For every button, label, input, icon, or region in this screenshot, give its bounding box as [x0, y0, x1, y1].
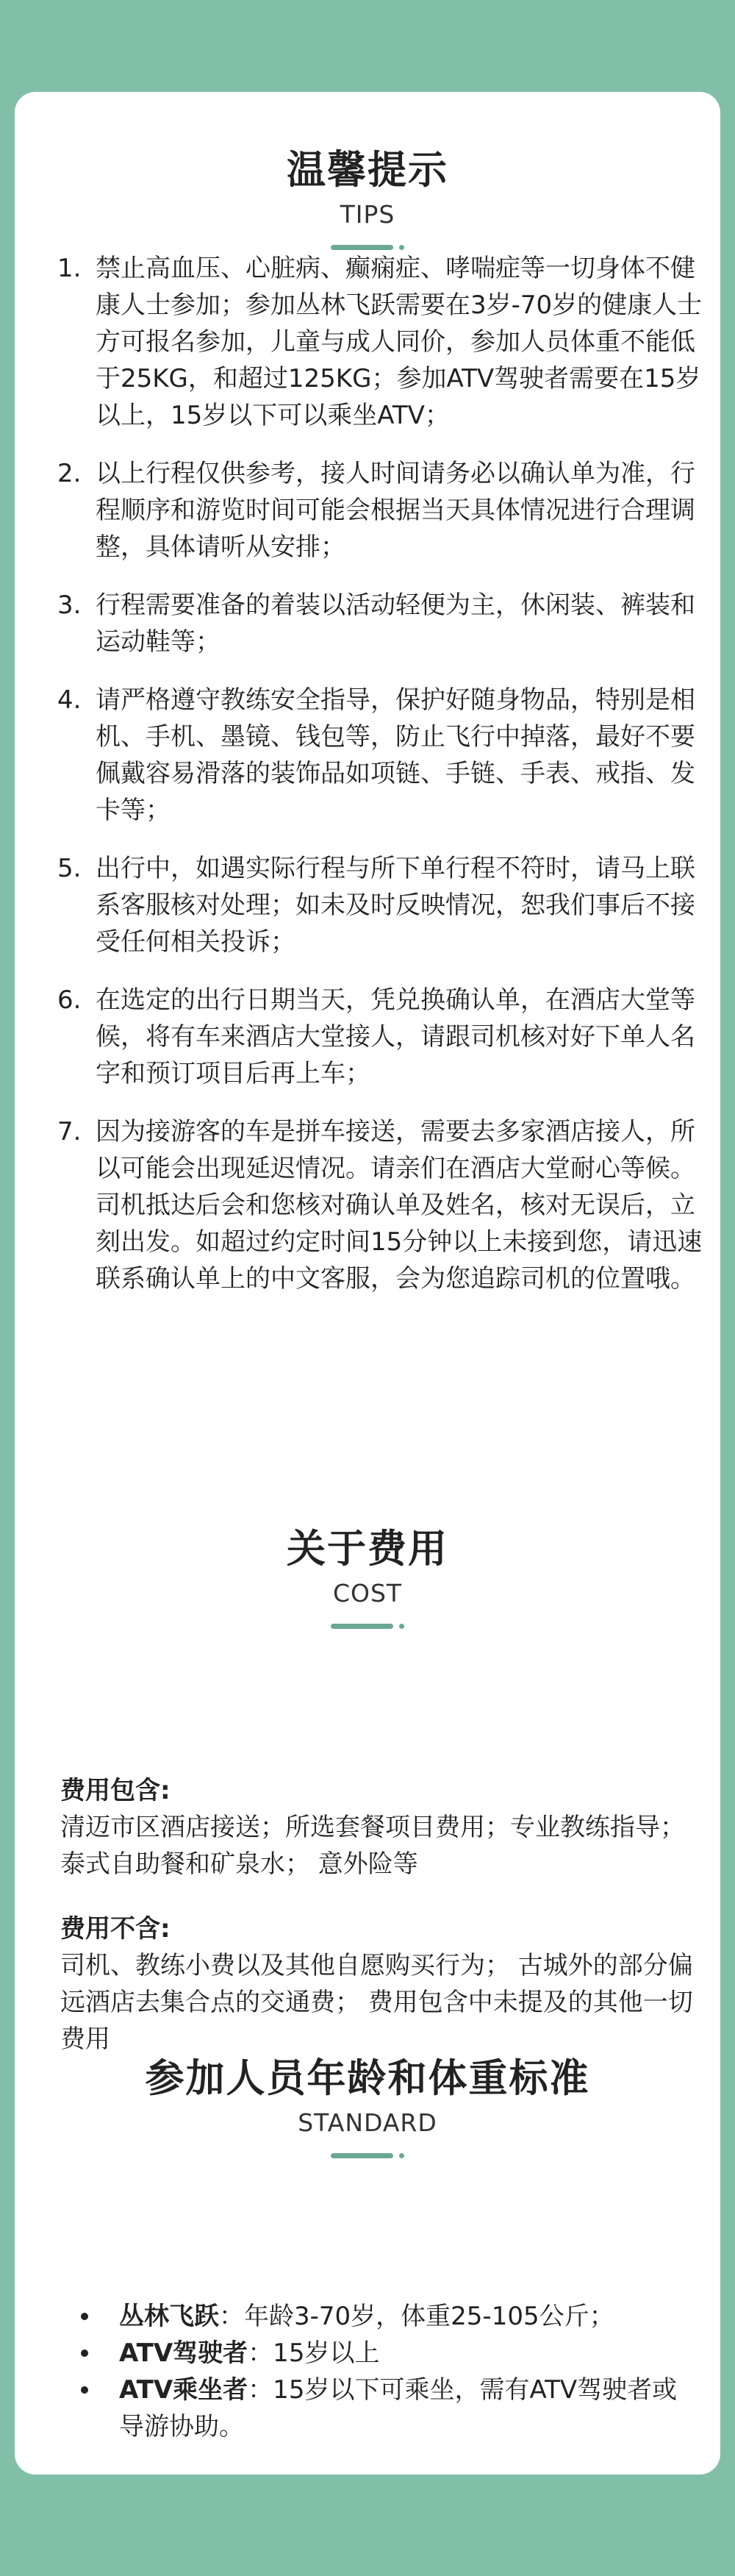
tip-text: 请严格遵守教练安全指导，保护好随身物品，特别是相机、手机、墨镜、钱包等，防止飞行中掉落，最好不要佩戴容易滑落的装饰品如项链、手链、手表、戒指、发卡等；: [96, 685, 695, 825]
tip-text: 禁止高血压、心脏病、癫痫症、哮喘症等一切身体不健康人士参加；参加丛林飞跃需要在3岁-70岁的健康人士方可报名参加，儿童与成人同价，参加人员体重不能低于25KG，和超过125KG；参加ATV驾驶者需要在15岁以上，15岁以下可以乘坐ATV；: [96, 254, 703, 430]
tip-item: 4. 请严格遵守教练安全指导，保护好随身物品，特别是相机、手机、墨镜、钱包等，防止飞行中掉落，最好不要佩戴容易滑落的装饰品如项链、手链、手表、戒指、发卡等；: [57, 685, 695, 825]
tips-subtitle: TIPS: [340, 199, 395, 229]
cost-excluded-text: 司机、教练小费以及其他自愿购买行为； 古城外的部分偏远酒店去集合点的交通费； 费用包含中未提及的其他一切费用: [60, 1951, 693, 2054]
standard-item: [60, 2298, 692, 2335]
cost-header: [15, 1526, 720, 1629]
tip-item: 2. 以上行程仅供参考，接人时间请务必以确认单为准，行程顺序和游览时间可能会根据当天具体情况进行合理调整，具体请听从安排；: [57, 459, 695, 562]
tip-item: 1. 禁止高血压、心脏病、癫痫症、哮喘症等一切身体不健康人士参加；参加丛林飞跃需要在3岁-70岁的健康人士方可报名参加，儿童与成人同价，参加人员体重不能低于25KG，和超过125KG；参加ATV驾驶者需要在15岁以上，15岁以下可以乘坐ATV；: [57, 254, 703, 430]
cost-included-text: 清迈市区酒店接送；所选套餐项目费用；专业教练指导；泰式自助餐和矿泉水； 意外险等: [60, 1813, 685, 1879]
tip-item: 3. 行程需要准备的着装以活动轻便为主，休闲装、裤装和运动鞋等；: [57, 591, 695, 657]
cost-title: 关于费用: [287, 1527, 448, 1571]
tip-text: 行程需要准备的着装以活动轻便为主，休闲装、裤装和运动鞋等；: [96, 591, 695, 657]
tip-text: 出行中，如遇实际行程与所下单行程不符时，请马上联系客服核对处理；如未及时反映情况，恕我们事后不接受任何相关投诉；: [96, 854, 695, 957]
tip-text: 在选定的出行日期当天，凭兑换确认单，在酒店大堂等候，将有车来酒店大堂接人，请跟司机核对好下单人名字和预订项目后再上车；: [96, 985, 695, 1088]
standard-header: [15, 2055, 720, 2158]
cost-subtitle: COST: [332, 1578, 403, 1608]
cost-details: [60, 1772, 707, 2086]
tips-header: [15, 147, 720, 250]
standard-title: 参加人员年龄和体重标准: [145, 2056, 590, 2101]
tip-item: 7. 因为接游客的车是拼车接送，需要去多家酒店接人，所以可能会出现延迟情况。请亲们在酒店大堂耐心等候。司机抵达后会和您核对确认单及姓名，核对无误后，立刻出发。如超过约定时间15分钟以上未接到您，请迅速联系确认单上的中文客服，会为您追踪司机的位置哦。: [57, 1117, 703, 1294]
cost-excluded: [60, 1910, 707, 2058]
standard-item-label: ATV乘坐者: [119, 2375, 248, 2405]
cost-included: [60, 1772, 707, 1883]
bullet-icon: [81, 2313, 88, 2320]
tips-title: 温馨提示: [287, 148, 448, 193]
tips-divider: [323, 245, 412, 250]
tips-list: [57, 250, 704, 1319]
standard-item-text: ：15岁以下可乘坐，需有ATV驾驶者或导游协助。: [119, 2375, 678, 2441]
cost-included-label: 费用包含:: [60, 1776, 171, 1805]
tip-item: 6. 在选定的出行日期当天，凭兑换确认单，在酒店大堂等候，将有车来酒店大堂接人，请跟司机核对好下单人名字和预订项目后再上车；: [57, 985, 695, 1088]
standard-item-text: ：年龄3-70岁，体重25-105公斤；: [219, 2302, 614, 2331]
bullet-icon: [81, 2350, 88, 2357]
cost-divider: [323, 1624, 412, 1629]
standard-item: [60, 2372, 692, 2445]
standard-list: [60, 2298, 692, 2445]
content-card: [15, 92, 720, 2475]
bullet-icon: [81, 2386, 88, 2394]
tip-text: 以上行程仅供参考，接人时间请务必以确认单为准，行程顺序和游览时间可能会根据当天具体情况进行合理调整，具体请听从安排；: [96, 459, 695, 562]
tip-text: 因为接游客的车是拼车接送，需要去多家酒店接人，所以可能会出现延迟情况。请亲们在酒店大堂耐心等候。司机抵达后会和您核对确认单及姓名，核对无误后，立刻出发。如超过约定时间15分钟以上未接到您，请迅速联系确认单上的中文客服，会为您追踪司机的位置哦。: [96, 1117, 703, 1294]
tip-item: 5. 出行中，如遇实际行程与所下单行程不符时，请马上联系客服核对处理；如未及时反映情况，恕我们事后不接受任何相关投诉；: [57, 854, 695, 957]
standard-divider: [323, 2153, 412, 2158]
standard-subtitle: STANDARD: [298, 2108, 437, 2137]
standard-item: [60, 2335, 692, 2372]
standard-item-label: ATV驾驶者: [119, 2338, 248, 2368]
cost-excluded-label: 费用不含:: [60, 1914, 171, 1944]
standard-item-text: ：15岁以上: [248, 2338, 380, 2368]
standard-item-label: 丛林飞跃: [119, 2302, 219, 2331]
